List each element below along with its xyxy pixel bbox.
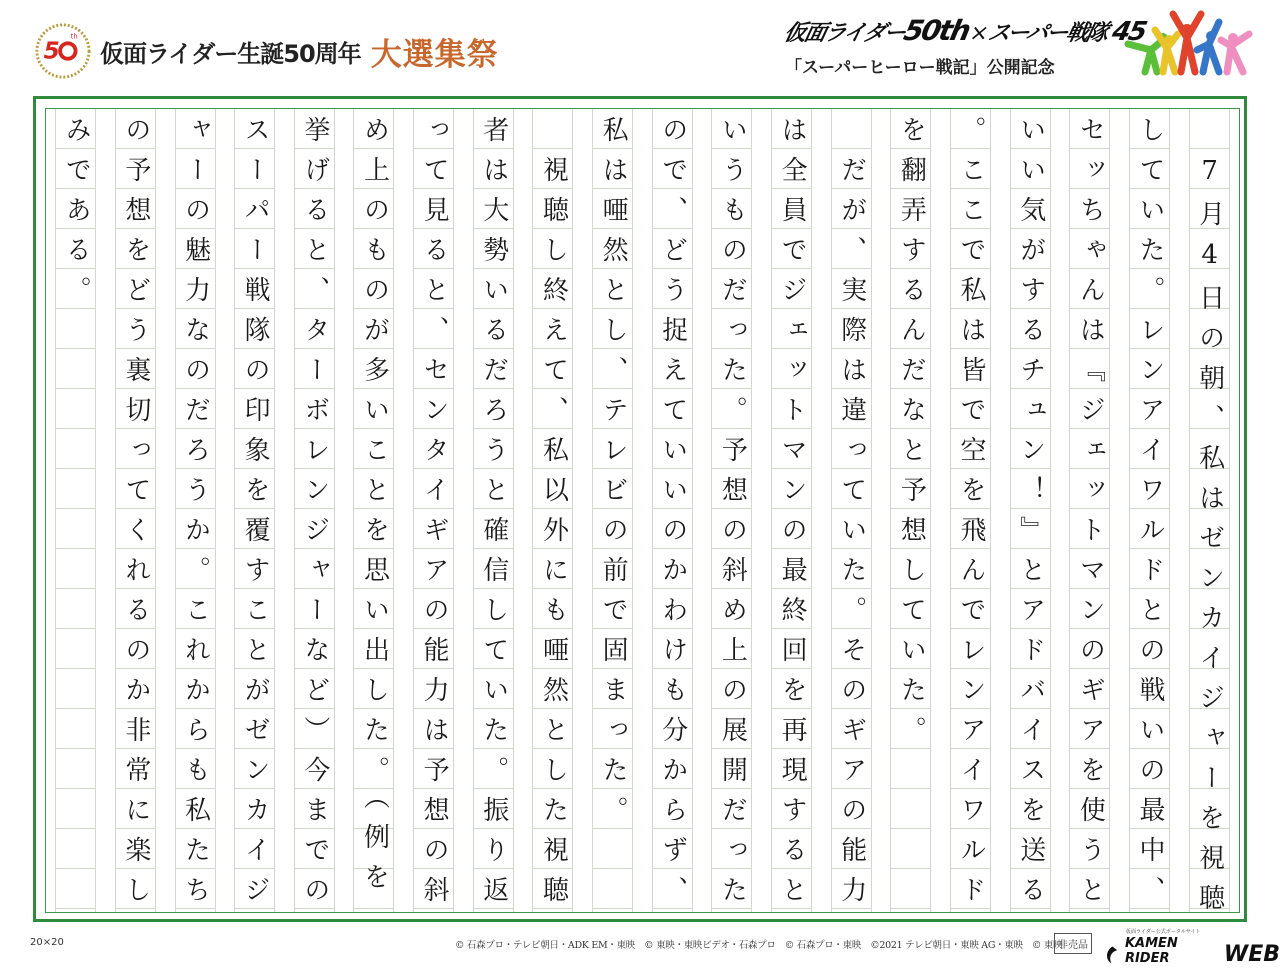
manuscript-column [344,109,404,912]
column-text: していた。レンアイワルドとの戦いの最中、 [1135,116,1166,916]
manuscript-column [225,109,285,916]
column-cells [294,109,335,916]
manuscript-column [881,109,941,912]
column-text: いい気がするチュン！』とアドバイスを送る [1015,116,1046,916]
column-cells [55,109,96,912]
collab-logo [781,14,1148,47]
hero-silhouettes-icon [1123,10,1253,76]
column-text: いうものだった。予想の斜め上の展開だった [717,116,748,916]
column-text: ャーの魅力なのだろうか。これからも私たち [180,116,211,916]
column-text: 7月4日の朝、私はゼンカイジャーを視聴 [1194,116,1225,924]
manuscript-column [642,109,702,916]
collab-45: 45 [1109,17,1148,47]
column-cells [771,109,812,916]
column-cells [353,109,394,912]
collab-x: × [967,21,990,46]
column-cells [175,109,216,916]
manuscript-paper [33,96,1247,922]
column-cells [950,109,991,916]
column-text: の予想をどう裏切ってくれるのか非常に楽し [120,116,151,916]
column-text: 私は唖然とし、テレビの前で固まった。 [598,116,629,836]
column-text: って見ると、センタイギアの能力は予想の斜 [419,116,450,916]
kamen-rider-web-logo [1104,928,1280,966]
not-for-sale-label: 非売品 [1054,933,1092,954]
header-right [781,10,1255,80]
svg-text:th: th [70,32,78,41]
column-text: みである。 [61,116,92,316]
column-text: 。ここで私は皆で空を飛んでレンアイワルド [956,116,987,916]
manuscript-column [1060,109,1120,916]
column-text: セッちゃんは『ジェットマンのギアを使うと [1075,116,1106,916]
column-text: は全員でジェットマンの最終回を再現すると [777,116,808,916]
column-cells [473,109,514,916]
column-cells [592,109,633,912]
column-cells [1189,109,1230,924]
column-cells [532,109,573,916]
title-accent: 大選集祭 [370,36,499,73]
50th-anniversary-emblem [34,22,92,80]
column-text: 挙げると、ターボレンジャーなど）今までの [299,116,330,916]
collab-fifty: 50th [900,14,973,47]
column-cells [1010,109,1051,916]
header-left [34,22,499,80]
column-text: ので、どう捉えていいのかわけも分からず、 [657,116,688,916]
site-tagline: 仮面ライダー公式ポータルサイト [1126,929,1201,935]
collab-part1: 仮面ライダー [781,21,907,46]
manuscript-column [106,109,166,916]
manuscript-column [285,109,345,916]
grid-size-label: 20×20 [30,937,64,948]
manuscript-column [762,109,822,916]
manuscript-column [941,109,1001,916]
manuscript-column [165,109,225,916]
column-cells [890,109,931,912]
column-cells [1129,109,1170,916]
column-cells [711,109,752,916]
column-text: スーパー戦隊の印象を覆すことがゼンカイジ [240,116,271,916]
manuscript-column [46,109,106,912]
column-cells [413,109,454,916]
manuscript-column [404,109,464,916]
manuscript-column [523,109,583,916]
manuscript-column [583,109,643,912]
column-cells [234,109,275,916]
column-text: 視聴し終えて、私以外にも唖然とした視聴 [538,116,569,916]
title-main: 仮面ライダー生誕50周年 [100,39,361,68]
site-name: KAMEN RIDER [1124,936,1178,966]
manuscript-column [1000,109,1060,916]
copyright-text: © 石森プロ・テレビ朝日・ADK EM・東映 © 東映・東映ビデオ・石森プロ © 石森プロ・東映 ©2021 テレビ朝日・東映 AG・東映 © 東映 [455,940,1063,951]
manuscript-column [702,109,762,916]
column-cells [652,109,693,916]
manuscript-column [1179,109,1239,924]
svg-text:5: 5 [43,37,60,65]
column-text: だが、実際は違っていた。そのギアの能力 [836,116,867,916]
column-cells [115,109,156,916]
manuscript-grid [46,109,1239,924]
collab-part2: スーパー戦隊 [985,21,1109,46]
manuscript-column [463,109,523,916]
site-web: WEB [1223,942,1280,967]
column-text: め上のものが多いことを思い出した。（例を [359,116,390,903]
column-text: を翻弄するんだなと予想していた。 [896,116,927,756]
manuscript-column [821,109,881,916]
manuscript-grid-frame [45,108,1240,924]
column-cells [831,109,872,916]
column-text: 者は大勢いるだろうと確信していた。振り返 [478,116,509,916]
manuscript-column [1120,109,1180,916]
column-cells [1069,109,1110,916]
rider-emblem-icon [1104,944,1121,966]
subtitle: 「スーパーヒーロー戦記」公開記念 [785,58,1055,78]
